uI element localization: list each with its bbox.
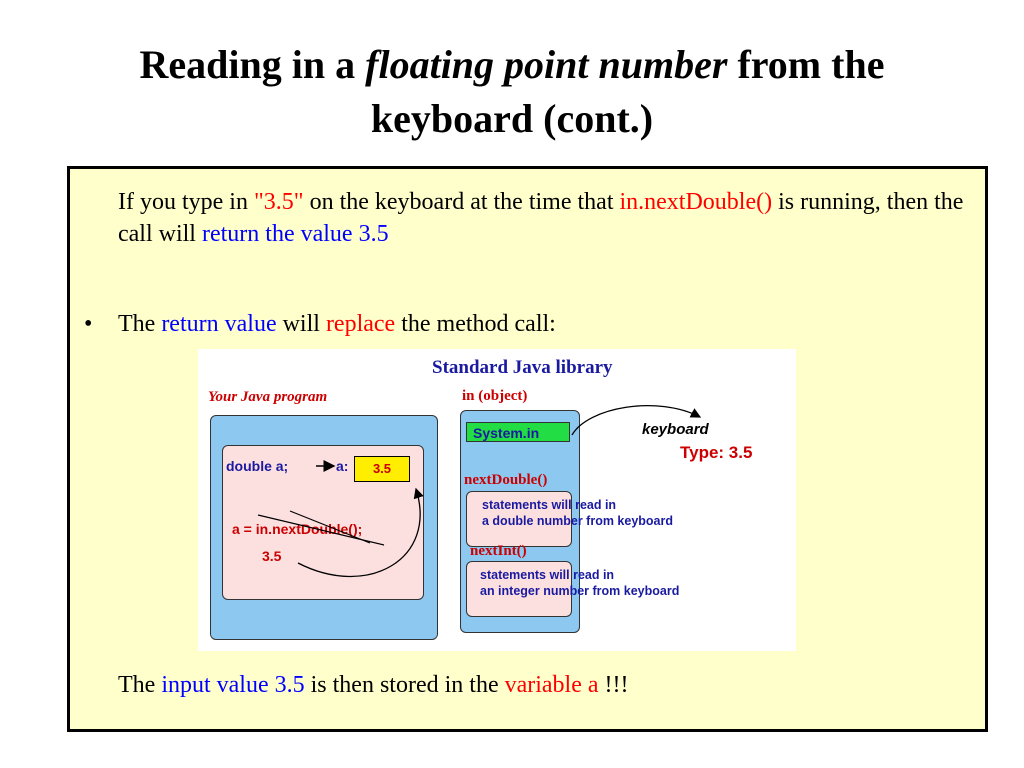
slide-title-line-1 — [40, 38, 984, 92]
bullet-symbol: • — [84, 311, 93, 337]
bullet-text-1: The — [118, 311, 162, 337]
p3-variable: variable a — [504, 672, 599, 698]
p3-text-1: The — [118, 672, 162, 698]
title-emphasis: floating point number — [365, 42, 728, 87]
content-box — [67, 166, 988, 732]
next-int-label: nextInt() — [470, 543, 527, 559]
return-arrow — [298, 489, 420, 576]
p1-typed-value: "3.5" — [253, 189, 304, 215]
bullet-replace-term: replace — [325, 311, 396, 337]
bullet-return-value — [118, 308, 556, 340]
returned-value-label: 3.5 — [262, 548, 282, 564]
p3-text-3: is then stored in the — [304, 672, 505, 698]
typed-value-label: Type: 3.5 — [680, 443, 753, 462]
keyboard-label: keyboard — [642, 421, 709, 438]
object-label: in (object) — [462, 388, 528, 404]
diagram-arrows — [198, 349, 796, 651]
next-int-stmt-line-1: statements will read in — [480, 568, 615, 582]
paragraph-stored-value — [118, 669, 629, 701]
diagram-title: Standard Java library — [432, 357, 613, 378]
variable-label: a: — [336, 458, 349, 474]
title-part-3: from the — [727, 42, 885, 87]
next-int-stmt-line-2: an integer number from keyboard — [480, 584, 680, 598]
p3-text-5: !!! — [598, 672, 629, 698]
p3-input-value: input value 3.5 — [161, 672, 305, 698]
variable-box: 3.5 — [354, 456, 410, 482]
p1-text-5: is running, then the call will — [118, 189, 964, 247]
slide-title — [40, 38, 984, 146]
bullet-text-5: the method call: — [395, 311, 556, 337]
next-double-label: nextDouble() — [464, 472, 548, 488]
declaration-label: double a; — [226, 458, 289, 474]
p1-text-3: on the keyboard at the time that — [303, 189, 620, 215]
diagram — [198, 349, 796, 651]
keyboard-arrow — [572, 406, 700, 435]
title-part-1: Reading in a — [139, 42, 366, 87]
p1-text-1: If you type in — [118, 189, 254, 215]
p1-method-call: in.nextDouble() — [619, 189, 773, 215]
system-in-field: System.in — [466, 422, 570, 442]
bullet-return-value-term: return value — [161, 311, 277, 337]
next-double-stmt-line-2: a double number from keyboard — [482, 514, 674, 528]
strike-line-2 — [290, 511, 370, 543]
program-label: Your Java program — [208, 389, 328, 405]
next-double-stmt-line-1: statements will read in — [482, 498, 617, 512]
bullet-text-3: will — [276, 311, 326, 337]
assignment-statement: a = in.nextDouble(); — [232, 521, 363, 537]
slide-title-line-2: keyboard (cont.) — [370, 96, 654, 141]
p1-return-value: return the value 3.5 — [201, 221, 389, 247]
paragraph-keyboard-input — [118, 186, 978, 250]
